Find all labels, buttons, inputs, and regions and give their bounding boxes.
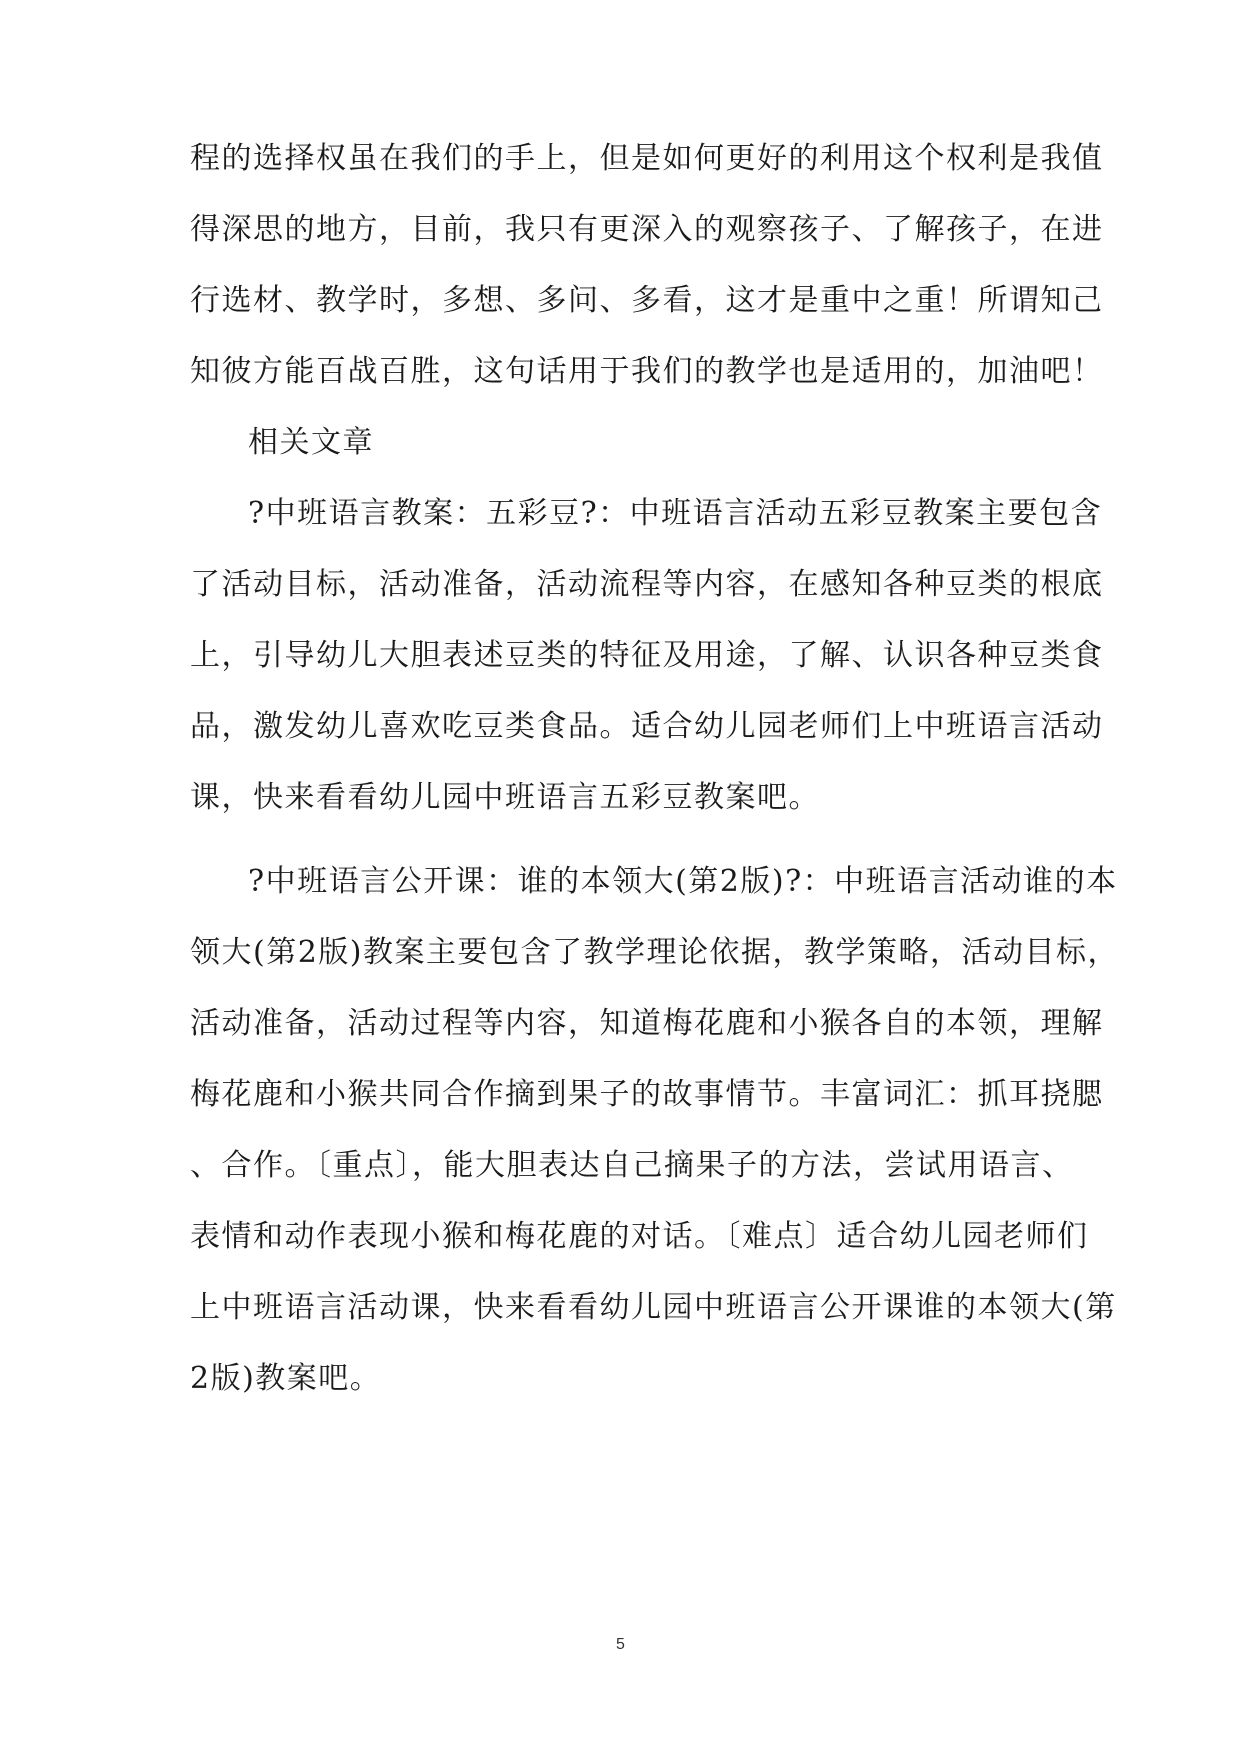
body-text-line: 知彼方能百战百胜，这句话用于我们的教学也是适用的，加油吧！ xyxy=(190,354,1104,389)
page-number: 5 xyxy=(616,1636,625,1653)
body-text-line: 行选材、教学时，多想、多问、多看，这才是重中之重！所谓知己 xyxy=(190,283,1104,318)
related-article-2-line: 、合作。〔重点〕，能大胆表达自己摘果子的方法，尝试用语言、 xyxy=(190,1148,1074,1183)
related-article-2-line: 上中班语言活动课，快来看看幼儿园中班语言公开课谁的本领大(第 xyxy=(190,1290,1117,1325)
related-article-1-line: 上，引导幼儿大胆表述豆类的特征及用途，了解、认识各种豆类食 xyxy=(190,638,1104,673)
related-article-2-line: 2版)教案吧。 xyxy=(190,1361,382,1396)
related-article-1-line: 课，快来看看幼儿园中班语言五彩豆教案吧。 xyxy=(190,780,820,815)
body-text-line: 程的选择权虽在我们的手上，但是如何更好的利用这个权利是我值 xyxy=(190,141,1104,176)
related-article-2-line: 表情和动作表现小猴和梅花鹿的对话。〔难点〕适合幼儿园老师们 xyxy=(190,1219,1089,1254)
related-article-2-line: 梅花鹿和小猴共同合作摘到果子的故事情节。丰富词汇：抓耳挠腮 xyxy=(190,1077,1104,1112)
related-articles-heading: 相关文章 xyxy=(248,425,374,460)
related-article-1-line: ?中班语言教案：五彩豆?：中班语言活动五彩豆教案主要包含 xyxy=(248,496,1103,531)
related-article-2-line: ?中班语言公开课：谁的本领大(第2版)?：中班语言活动谁的本 xyxy=(248,864,1118,899)
related-article-1-line: 品，激发幼儿喜欢吃豆类食品。适合幼儿园老师们上中班语言活动 xyxy=(190,709,1104,744)
body-text-line: 得深思的地方，目前，我只有更深入的观察孩子、了解孩子，在进 xyxy=(190,212,1104,247)
related-article-2-line: 领大(第2版)教案主要包含了教学理论依据，教学策略，活动目标， xyxy=(190,935,1119,970)
related-article-2-line: 活动准备，活动过程等内容，知道梅花鹿和小猴各自的本领，理解 xyxy=(190,1006,1104,1041)
related-article-1-line: 了活动目标，活动准备，活动流程等内容，在感知各种豆类的根底 xyxy=(190,567,1104,602)
